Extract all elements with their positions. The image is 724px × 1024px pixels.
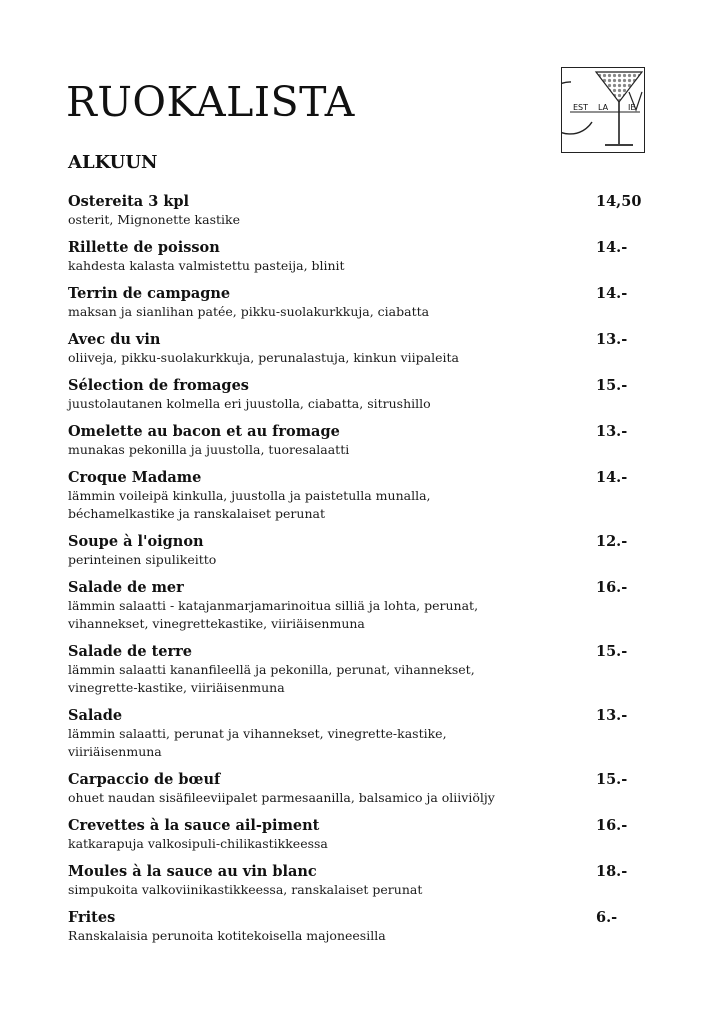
item-name: Croque Madame xyxy=(68,469,202,486)
menu-item-carpaccio xyxy=(68,771,648,807)
logo-text-est: EST xyxy=(573,103,589,112)
menu-item-salade-de-mer xyxy=(68,579,648,633)
item-description: juustolautanen kolmella eri juustolla, ciabatta, sitrushillo xyxy=(68,396,431,411)
item-description: lämmin salaatti - katajanmarjamarinoitua silliä ja lohta, perunat, vihannekset, vinegrettekastike, viiriäisenmuna xyxy=(68,598,479,631)
item-name: Sélection de fromages xyxy=(68,377,249,394)
item-name: Avec du vin xyxy=(68,331,161,348)
item-name: Omelette au bacon et au fromage xyxy=(68,423,340,440)
menu-item-crevettes xyxy=(68,817,648,853)
item-price: 16.- xyxy=(596,579,628,596)
item-description: katkarapuja valkosipuli-chilikastikkeessa xyxy=(68,836,328,851)
menu-item-frites xyxy=(68,909,648,945)
item-price: 6.- xyxy=(596,909,618,926)
item-description: perinteinen sipulikeitto xyxy=(68,552,217,567)
logo-text-la: LA xyxy=(598,103,609,112)
item-price: 15.- xyxy=(596,377,628,394)
item-price: 14.- xyxy=(596,239,628,256)
item-price: 13.- xyxy=(596,423,628,440)
menu-item-fromages xyxy=(68,377,648,413)
logo-text-ie: IE xyxy=(628,103,636,112)
cocktail-glass-icon xyxy=(562,68,643,151)
item-name: Carpaccio de bœuf xyxy=(68,771,221,788)
menu-item-croque-madame xyxy=(68,469,648,523)
menu-item-salade-de-terre xyxy=(68,643,648,697)
item-price: 13.- xyxy=(596,707,628,724)
item-name: Ostereita 3 kpl xyxy=(68,193,190,210)
menu-item-moules xyxy=(68,863,648,899)
item-name: Salade de terre xyxy=(68,643,193,660)
item-description: ohuet naudan sisäfileeviipalet parmesaanilla, balsamico ja oliiviöljy xyxy=(68,790,495,805)
menu-item-rillette xyxy=(68,239,648,275)
item-name: Terrin de campagne xyxy=(68,285,231,302)
menu-item-salade xyxy=(68,707,648,761)
item-price: 14,50 xyxy=(596,193,642,210)
item-price: 15.- xyxy=(596,643,628,660)
item-price: 14.- xyxy=(596,285,628,302)
item-name: Salade xyxy=(68,707,123,724)
item-name: Moules à la sauce au vin blanc xyxy=(68,863,317,880)
item-price: 15.- xyxy=(596,771,628,788)
item-description: Ranskalaisia perunoita kotitekoisella majoneesilla xyxy=(68,928,386,943)
item-description: kahdesta kalasta valmistettu pasteija, blinit xyxy=(68,258,345,273)
item-price: 18.- xyxy=(596,863,628,880)
item-name: Frites xyxy=(68,909,116,926)
item-description: munakas pekonilla ja juustolla, tuoresalaatti xyxy=(68,442,350,457)
page-title: RUOKALISTA xyxy=(66,78,355,126)
item-description: lämmin voileipä kinkulla, juustolla ja paistetulla munalla, béchamelkastike ja ranskalaiset perunat xyxy=(68,488,431,521)
menu-list xyxy=(68,193,648,955)
menu-item-omelette xyxy=(68,423,648,459)
item-description: simpukoita valkoviinikastikkeessa, ranskalaiset perunat xyxy=(68,882,423,897)
item-name: Rillette de poisson xyxy=(68,239,220,256)
menu-item-soupe xyxy=(68,533,648,569)
menu-item-avec-du-vin xyxy=(68,331,648,367)
section-heading: ALKUUN xyxy=(68,152,158,173)
item-price: 13.- xyxy=(596,331,628,348)
menu-item-terrin xyxy=(68,285,648,321)
item-name: Salade de mer xyxy=(68,579,184,596)
menu-item-ostereita xyxy=(68,193,648,229)
item-description: oliiveja, pikku-suolakurkkuja, perunalastuja, kinkun viipaleita xyxy=(68,350,459,365)
item-description: lämmin salaatti, perunat ja vihannekset, vinegrette-kastike, viiriäisenmuna xyxy=(68,726,447,759)
item-price: 14.- xyxy=(596,469,628,486)
restaurant-logo xyxy=(561,67,645,153)
item-name: Crevettes à la sauce ail-piment xyxy=(68,817,320,834)
item-name: Soupe à l'oignon xyxy=(68,533,204,550)
item-price: 16.- xyxy=(596,817,628,834)
item-price: 12.- xyxy=(596,533,628,550)
item-description: maksan ja sianlihan patée, pikku-suolakurkkuja, ciabatta xyxy=(68,304,430,319)
item-description: osterit, Mignonette kastike xyxy=(68,212,240,227)
item-description: lämmin salaatti kananfileellä ja pekonilla, perunat, vihannekset, vinegrette-kastike, viiriäisenmuna xyxy=(68,662,475,695)
